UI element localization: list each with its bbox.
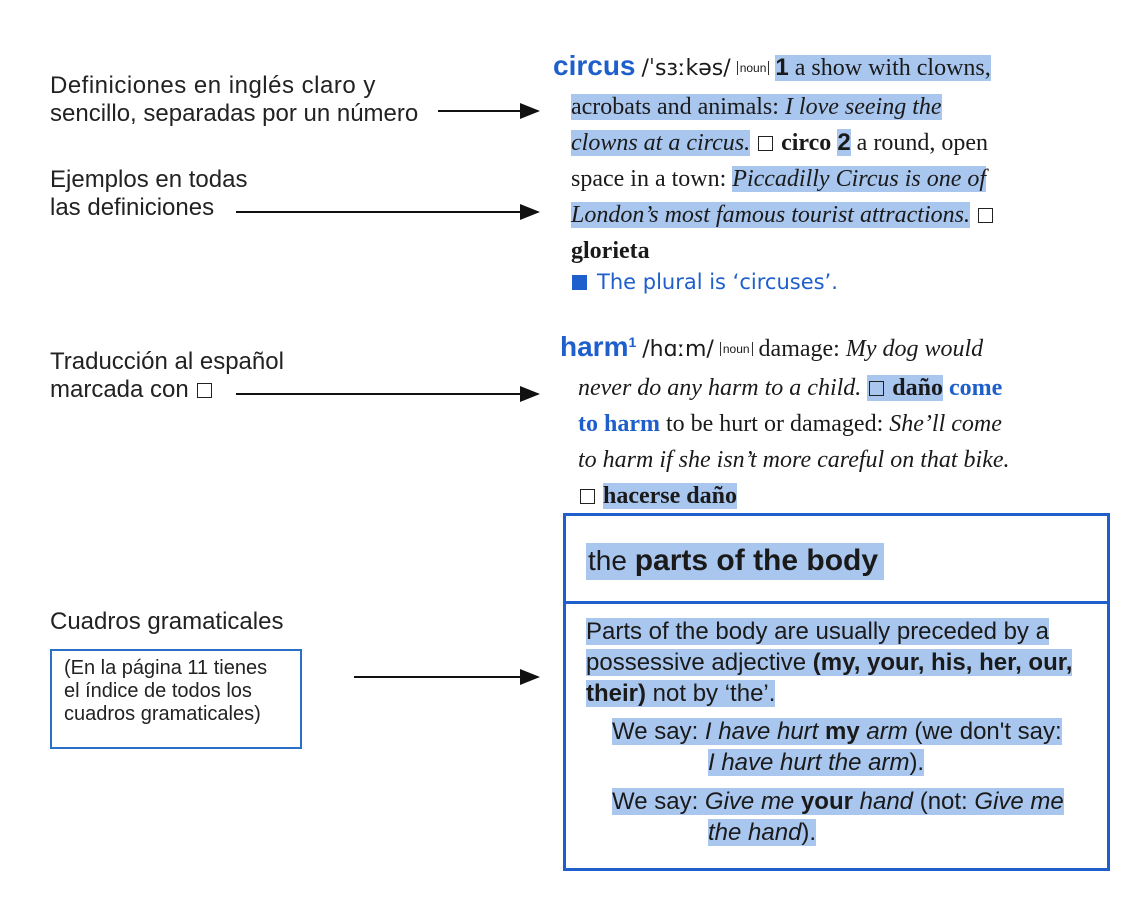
homograph-number: 1 [628, 334, 637, 350]
grammar-example-1: We say: I have hurt my arm (we don't say: I have hurt the arm). [612, 718, 1062, 776]
arrow-examples [236, 211, 538, 213]
entry-line [553, 233, 1106, 269]
part-of-speech: noun [737, 61, 770, 75]
entry-line: clowns at a circus. circo 2 a round, open [571, 129, 988, 156]
usage-square-icon [572, 275, 587, 290]
usage-text: The plural is ‘circuses’. [597, 270, 838, 294]
translation-box-icon [758, 136, 773, 151]
pronunciation: /hɑːm/ [642, 337, 714, 362]
arrow-definitions [438, 110, 538, 112]
arrow-translation [236, 393, 538, 395]
definition: a show with clowns, [794, 55, 991, 81]
definition: a round, open [856, 130, 988, 156]
annotation-line: las definiciones [50, 194, 215, 221]
grammar-example-2: We say: Give me your hand (not: Give me the hand). [612, 788, 1064, 846]
grammar-box-title [586, 540, 884, 582]
usage-note [572, 270, 838, 294]
body-text: Parts of the body are usually preceded by a possessive adjective [586, 618, 1049, 676]
entry-line [560, 478, 1106, 514]
entry-line [553, 48, 1106, 89]
annotation-line: marcada con [50, 376, 284, 404]
grammar-box-body [586, 616, 1096, 709]
headword: circus [553, 50, 636, 81]
body-bold: (my, your, his, her, our, their) [586, 649, 1073, 707]
entry-line: London’s most famous tourist attractions. [553, 197, 1106, 233]
arrow-grammar [354, 676, 538, 678]
headword: harm [560, 331, 629, 362]
part-of-speech: noun [720, 342, 753, 356]
entry-line: to harm if she isn’t more careful on that bike. [578, 447, 1010, 473]
translation-box-icon [978, 208, 993, 223]
entry-line: to harm to be hurt or damaged: She’ll come [578, 411, 1002, 437]
annotation-line: Ejemplos en todas [50, 166, 248, 193]
entry-line: never do any harm to a child. daño come [578, 375, 1003, 401]
entry-line: acrobats and animals: I love seeing the [571, 94, 942, 120]
annotation-examples [50, 166, 247, 222]
annotation-grammar-label: Cuadros gramaticales [50, 608, 284, 635]
body-text: not by ‘the’. [652, 680, 776, 707]
translation: daño [892, 375, 943, 401]
note-line: cuadros gramaticales) [64, 703, 261, 725]
pronunciation: /ˈsɜːkəs/ [641, 56, 731, 81]
translation-box-icon [580, 489, 595, 504]
translation-box-icon [869, 381, 884, 396]
note-line: (En la página 11 tienes [64, 657, 268, 679]
sense-number: 1 [775, 54, 789, 81]
title-prefix: the [588, 545, 627, 576]
annotation-definitions [50, 72, 418, 128]
definition: damage: [758, 336, 840, 362]
translation-box-icon [197, 383, 212, 398]
grammar-box-divider [566, 601, 1107, 604]
entry-circus [553, 48, 1106, 269]
annotation-line: Definiciones en inglés claro y [50, 72, 376, 99]
sense-number: 2 [837, 129, 851, 156]
annotation-translation [50, 348, 284, 404]
entry-harm [560, 324, 1106, 514]
translation: glorieta [571, 238, 650, 264]
annotation-line: Traducción al español [50, 348, 284, 375]
grammar-note-box [50, 649, 302, 749]
entry-line: space in a town: Piccadilly Circus is one of [571, 166, 987, 192]
note-line: el índice de todos los [64, 680, 252, 702]
entry-line: harm$^1$ /hɑːm/ noun damage: My dog would [560, 331, 984, 362]
grammar-box [563, 513, 1110, 871]
translation: circo [781, 130, 832, 156]
translation: hacerse daño [603, 483, 737, 509]
annotation-line: sencillo, separadas por un número [50, 100, 419, 127]
title-main: parts of the body [634, 544, 879, 577]
